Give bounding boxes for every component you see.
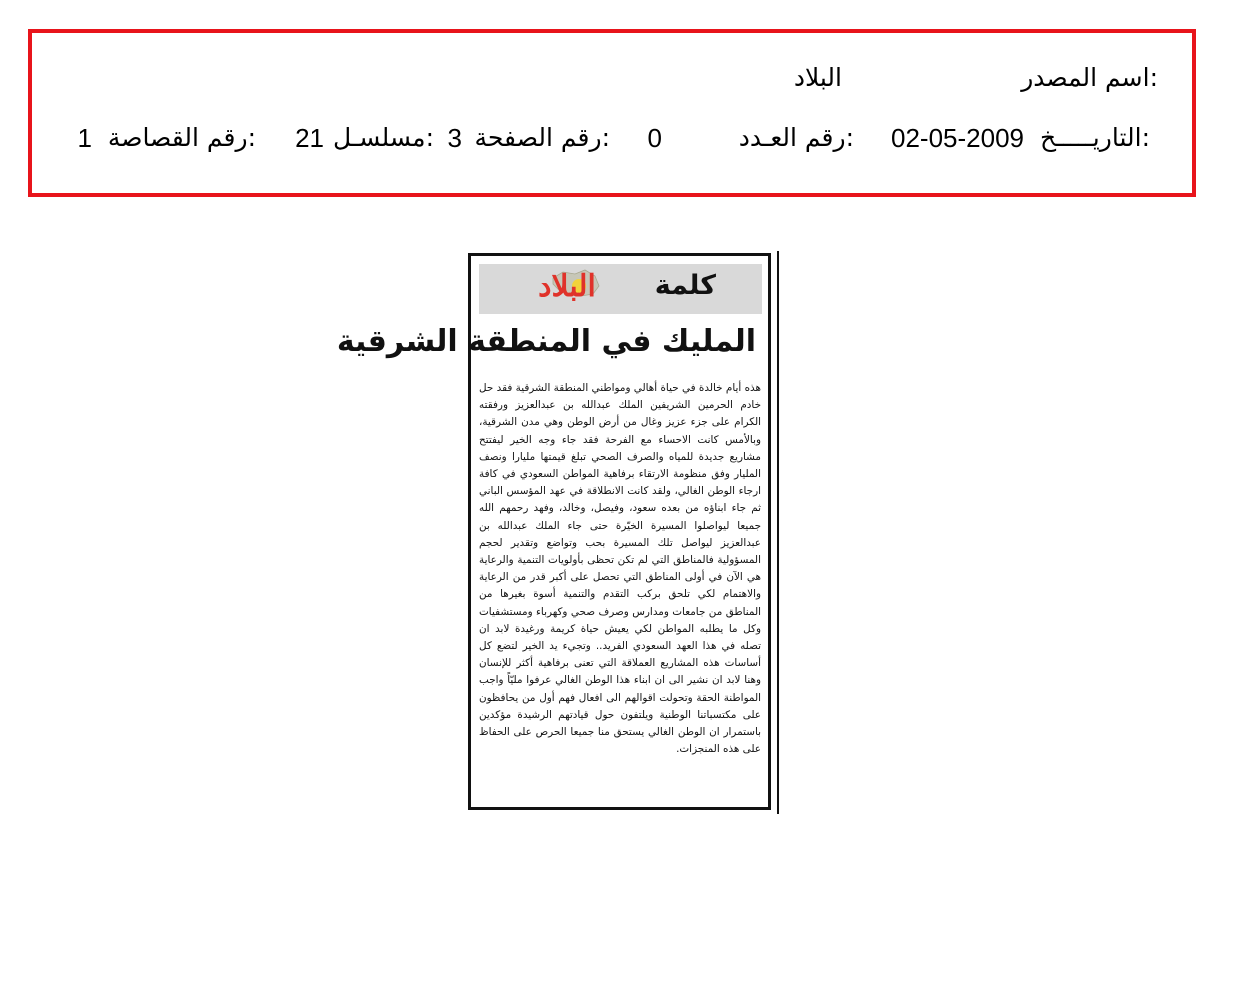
masthead-section-word: كلمة: [654, 270, 716, 301]
serial-label: مسلسـل:: [333, 123, 434, 152]
metadata-box: [28, 29, 1196, 197]
article-headline: المليك في المنطقة الشرقية: [336, 324, 756, 359]
clipping-value: 1: [77, 123, 92, 153]
page-value: 3: [447, 123, 462, 153]
date-value: 02-05-2009: [891, 123, 1024, 153]
issue-label: رقم العـدد:: [738, 123, 854, 152]
serial-value: 21: [295, 123, 324, 153]
masthead-logo: البلاد: [538, 269, 596, 304]
column-rule: [777, 251, 779, 814]
masthead: [479, 264, 762, 314]
clipping-label: رقم القصاصة:: [107, 123, 256, 152]
page-label: رقم الصفحة:: [474, 123, 610, 152]
date-label: التاريـــــخ:: [1040, 123, 1150, 152]
article-body: هذه أيام خالدة في حياة أهالي ومواطني المنطقة الشرقية فقد حل خادم الحرمين الشريفين الملك عبدالله بن عبدالعزيز ورفقته الكرام على جزء عزيز وغال من أرض الوطن وهي مدن الشرقية، وبالأمس كانت الاحساء مع الفرحة فقد جاء وجه الخير ليفتتح مشاريع جديدة للمياه والصرف الصحي تبلغ قيمتها مليارا ونصف المليار وفق منظومة الارتقاء برفاهية المواطن السعودي في كافة ارجاء الوطن الغالي، ولقد كانت الانطلاقة في عهد المؤسس الباني ثم جاء ابناؤه من بعده سعود، وفيصل، وخالد، وفهد رحمهم الله جميعا ليواصلوا المسيرة الخيّرة حتى جاء الملك عبدالله بن عبدالعزيز ليواصل تلك المسيرة بحب وتواضع وتقدير لحجم المسؤولية فالمناطق التي لم تكن تحظى بأولويات التنمية والرعاية هي الآن في أولى المناطق التي تحصل على أكبر قدر من الرعاية والاهتمام لكي تلحق بركب التقدم والتنمية أسوة بغيرها من المناطق من جامعات ومدارس وصرف صحي وكهرباء ومستشفيات وكل ما يطلبه المواطن لكي يعيش حياة كريمة ورغيدة لابد ان تصله في هذا العهد السعودي الفريد.. وتجيء يد الخير لتضع كل أساسات هذه المشاريع العملاقة التي تعنى برفاهية أكثر للإنسان وهنا لابد ان نشير الى ان ابناء هذا الوطن الغالي عرفوا مليّاً واجب المواطنة الحقة وتحولت اقوالهم الى افعال فهم أول من يحافظون على مكتسباتنا الوطنية ويلتفون حول قيادتهم الرشيدة مؤكدين باستمرار ان الوطن الغالي يستحق منا جميعا الحرص على الحفاظ على هذه المنجزات.: [479, 382, 761, 756]
source-label: اسم المصدر:: [1021, 63, 1158, 92]
newspaper-clipping: [336, 253, 771, 810]
source-value: البلاد: [793, 63, 842, 92]
issue-value: 0: [647, 123, 662, 153]
